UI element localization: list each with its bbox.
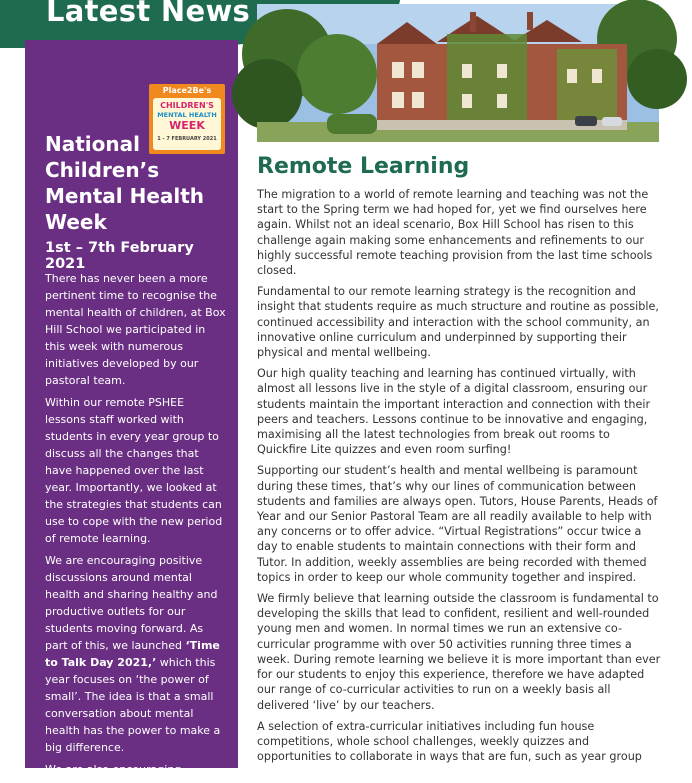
sidebar-date: 1st – 7th February 2021 <box>45 240 194 272</box>
article-paragraph: We firmly believe that learning outside the classroom is fundamental to developing the skills that lead to confident, resilient and well-rounded young men and women. In normal times we run an extensive co-curricular programme with over 50 activities running three times a week. During remote learning we believe it is more important than ever for our students to enjoy this experience, therefore we have adapted our range of co-curricular activities to run on a weekly basis all delivered ‘live’ by our teachers. <box>257 592 661 712</box>
sidebar-text: which this year focuses on ‘the power of small’. The idea is that a small conversation about mental health has the power to make a big difference. <box>45 656 221 754</box>
school-building-illustration <box>257 4 659 142</box>
article-paragraph: Fundamental to our remote learning strategy is the recognition and insight that students require as much structure and routine as possible, continued accessibility and interaction with the school community, an innovative online curriculum and underpinned by supporting their physical and mental wellbeing. <box>257 285 659 360</box>
sidebar-paragraph: There has never been a more pertinent time to recognise the mental health of children, at Box Hill School we participated in this week with numerous initiatives developed by our pastoral team. <box>45 272 226 387</box>
main-article-body <box>257 187 661 770</box>
sidebar-paragraph <box>45 552 227 756</box>
badge-org-label: Place2Be's <box>162 86 212 95</box>
article-paragraph: Supporting our student’s health and mental wellbeing is paramount during these times, that’s why our lines of communication between students and families are always open. Tutors, House Parents, Heads of Year and our Senior Pastoral Team are all readily available to help with any concerns or to offer advice. “Virtual Registrations” occur twice a day to enable students to maintain connections with their form and Tutor. In addition, weekly assemblies are being recorded with themed topics in order to keep our whole community together and inspired. <box>257 464 658 584</box>
school-building-photo <box>257 4 659 142</box>
badge-date: 1 - 7 FEBRUARY 2021 <box>157 136 217 142</box>
badge-line-2: MENTAL HEALTH <box>157 111 217 119</box>
article-paragraph: A selection of extra-curricular initiatives including fun house competitions, whole school challenges, weekly quizzes and opportunities to collaborate in ways that are fun, such as year group <box>257 719 642 764</box>
badge-line-3: WEEK <box>169 119 205 132</box>
article-paragraph: Our high quality teaching and learning has continued virtually, with almost all lessons live in the style of a digital classroom, ensuring our students maintain the important interaction and connection with their peers and teachers. Lessons continue to be innovative and engaging, maximising all the latest technologies from break out rooms to Quickfire Lite quizzes and even room surfing! <box>257 367 651 457</box>
sidebar-highlight: ‘Time to Talk Day 2021,’ <box>45 639 220 669</box>
sidebar-paragraph: We are also encouraging <box>45 763 182 776</box>
sidebar-title: National Children’s Mental Health Week <box>45 132 205 234</box>
header-title: Latest News <box>46 0 251 28</box>
sidebar-text: We are encouraging positive discussions around mental health and sharing healthy and productive outlets for our students moving forward. As part of this, we launched <box>45 554 218 652</box>
sidebar-body <box>45 270 227 783</box>
badge-line-1: CHILDREN'S <box>160 101 214 110</box>
main-article-title: Remote Learning <box>257 154 470 179</box>
sidebar-paragraph: Within our remote PSHEE lessons staff worked with students in every year group to discuss all the changes that have happened over the last year. Importantly, we looked at the strategies that students can use to cope with the new period of remote learning. <box>45 396 223 545</box>
article-paragraph: The migration to a world of remote learning and teaching was not the start to the Spring term we had hoped for, yet we find ourselves here again. Whilst not an ideal scenario, Box Hill School has risen to this challenge again making some enhancements and refinements to our highly successful remote teaching provision from the last time schools closed. <box>257 188 653 278</box>
